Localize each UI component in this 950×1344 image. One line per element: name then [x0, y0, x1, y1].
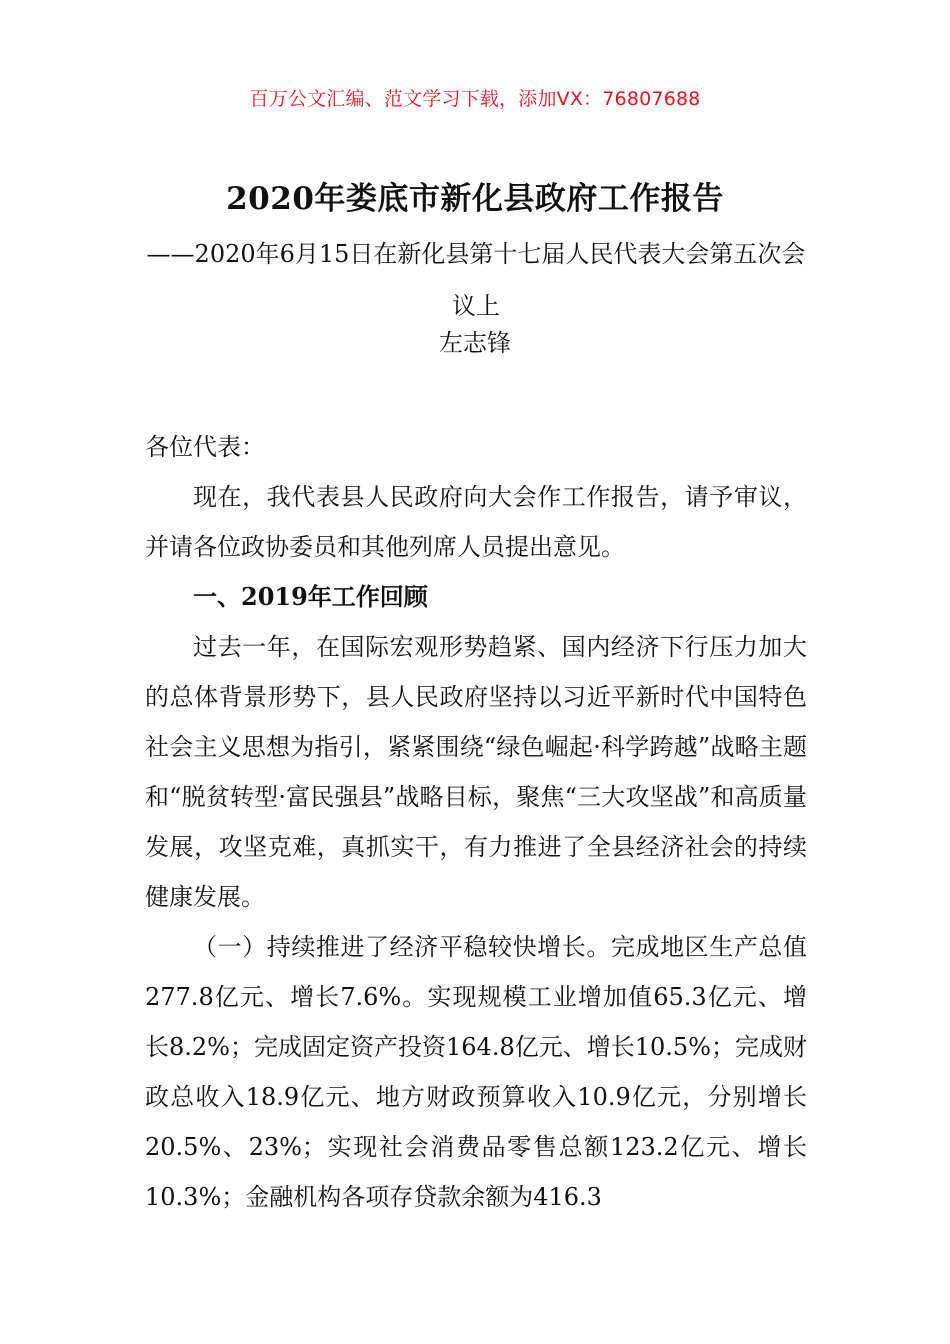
paragraph-intro: 现在，我代表县人民政府向大会作工作报告，请予审议，并请各位政协委员和其他列席人员提出意见。 — [145, 483, 807, 561]
document-subtitle: ——2020年6月15日在新化县第十七届人民代表大会第五次会议上 — [146, 240, 806, 320]
document-title: 2020年娄底市新化县政府工作报告 — [226, 181, 724, 217]
document-author: 左志锋 — [439, 329, 511, 357]
paragraph-economy: （一）持续推进了经济平稳较快增长。完成地区生产总值277.8亿元、增长7.6%。实现规模工业增加值65.3亿元、增长8.2%；完成固定资产投资164.8亿元、增长10.5%；完成财政总收入18.9亿元、地方财政预算收入10.9亿元，分别增长20.5%、23%；实现社会消费品零售总额123.2亿元、增长10.3%；金融机构各项存贷款余额为416.3 — [145, 933, 807, 1211]
watermark-banner: 百万公文汇编、范文学习下载，添加VX：76807688 — [249, 88, 701, 110]
document-body — [145, 422, 807, 1222]
paragraph-review: 过去一年，在国际宏观形势趋紧、国内经济下行压力加大的总体背景形势下，县人民政府坚持以习近平新时代中国特色社会主义思想为指引，紧紧围绕“绿色崛起·科学跨越”战略主题和“脱贫转型·富民强县”战略目标，聚焦“三大攻坚战”和高质量发展，攻坚克难，真抓实干，有力推进了全县经济社会的持续健康发展。 — [145, 633, 807, 911]
salutation: 各位代表： — [145, 433, 265, 461]
section-heading-review: 一、2019年工作回顾 — [193, 582, 428, 611]
